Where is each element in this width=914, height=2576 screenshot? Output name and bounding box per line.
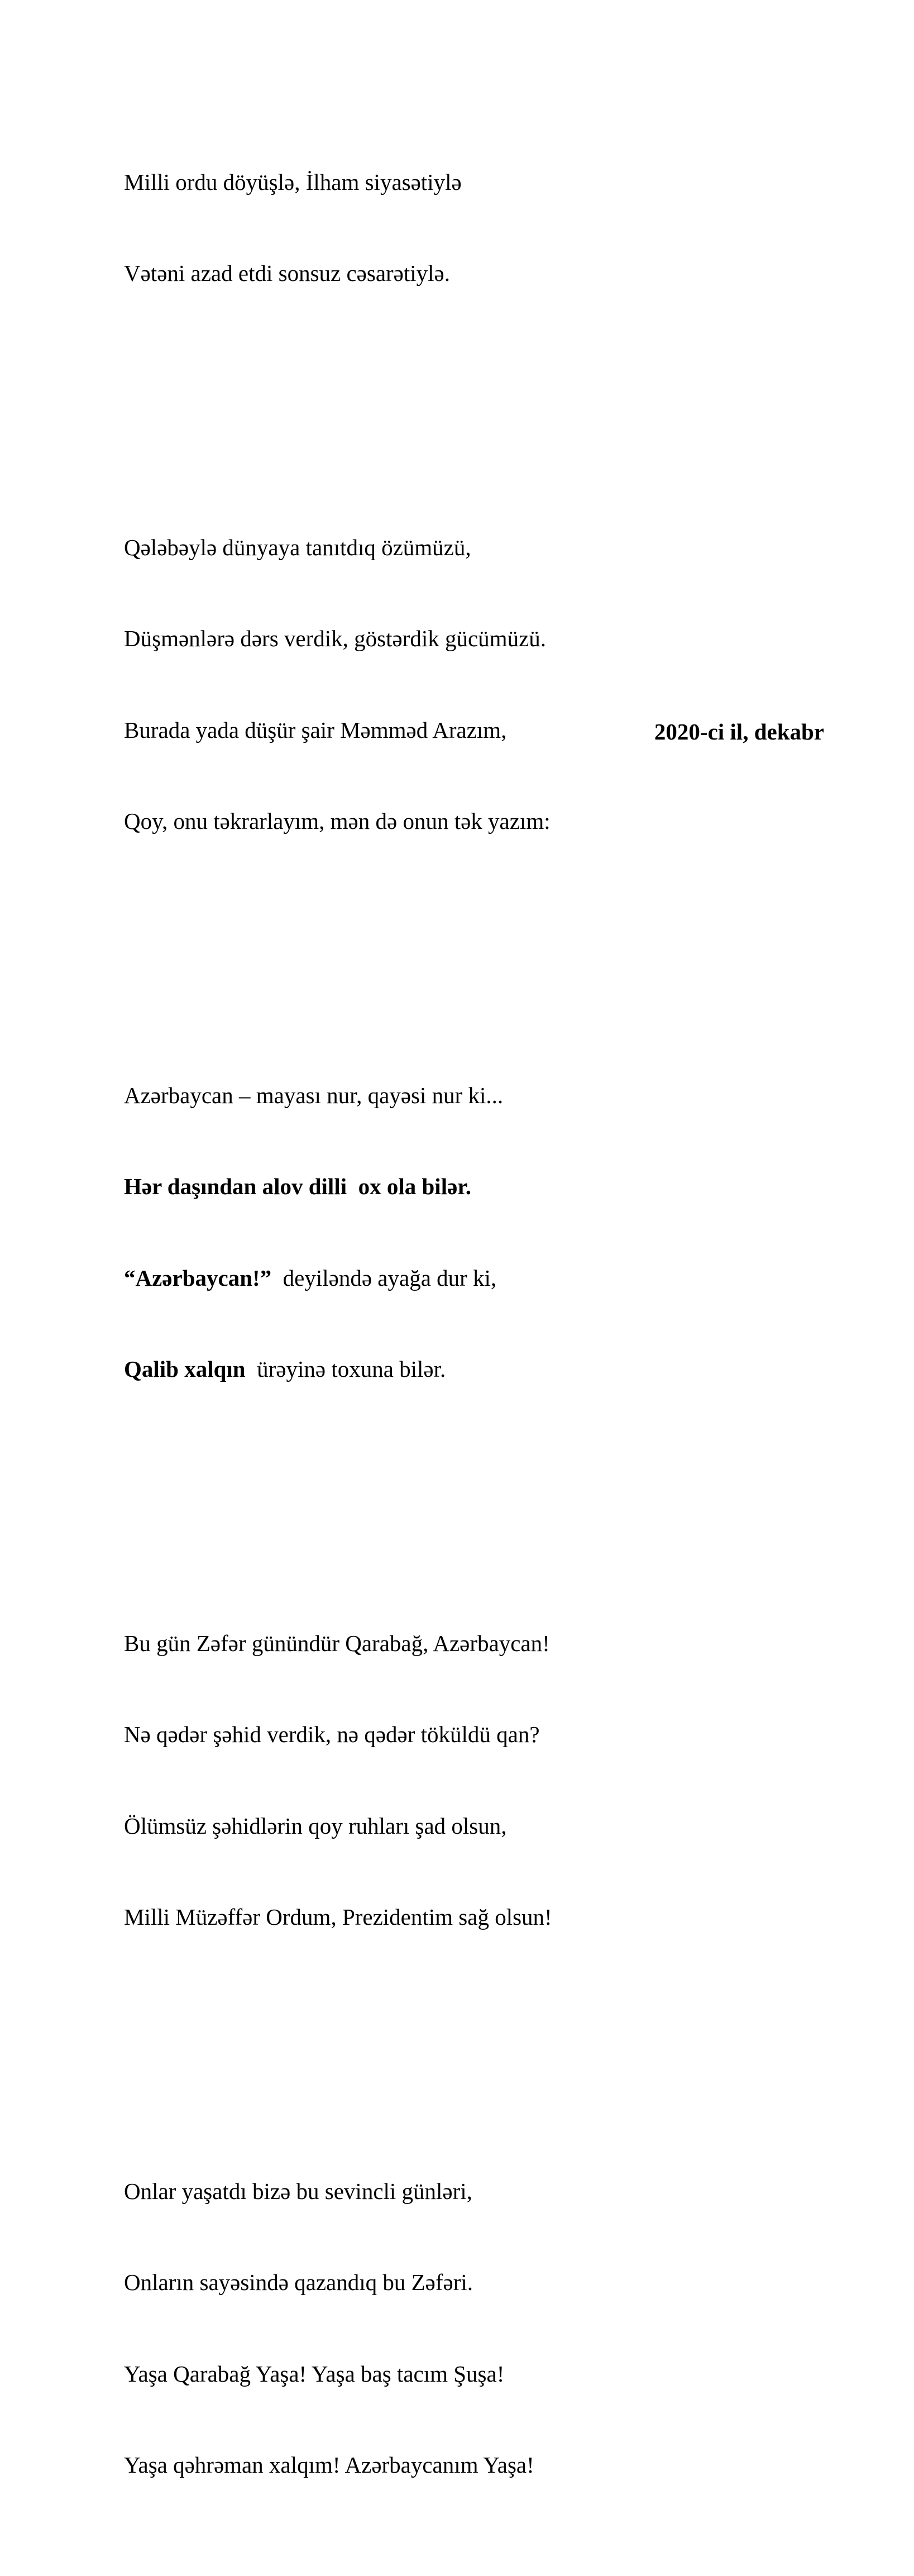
poem-line: Nə qədər şəhid verdik, nə qədər töküldü qan? [124, 1721, 540, 1747]
poem-line: Onlar yaşatdı bizə bu sevincli günləri, [124, 2178, 472, 2204]
poem-line: Ölümsüz şəhidlərin qoy ruhları şad olsun, [124, 1812, 507, 1839]
stanza-4 [124, 1567, 850, 1993]
bold-text: Qalib xalqın [124, 1356, 246, 1382]
poem-line: Vətəni azad etdi sonsuz cəsarətiylə. [124, 260, 450, 286]
poem-line [124, 1354, 850, 1385]
stanza-1 [124, 106, 850, 350]
poem-line: Qoy, onu təkrarlayım, mən də onun tək yazım: [124, 808, 551, 834]
poem-line: Bu gün Zəfər günündür Qarabağ, Azərbaycan! [124, 1630, 550, 1656]
poem [124, 15, 850, 2576]
stanza-2 [124, 471, 850, 898]
bold-text: Hər daşından alov dilli ox ola bilər. [124, 1173, 471, 1199]
poem-line: Qələbəylə dünyaya tanıtdıq özümüzü, [124, 534, 471, 560]
poem-line: Azərbaycan – mayası nur, qayəsi nur ki... [124, 1082, 504, 1108]
stanza-5 [124, 2115, 850, 2541]
poem-line: Milli Müzəffər Ordum, Prezidentim sağ olsun! [124, 1904, 552, 1930]
poem-line: Yaşa Qarabağ Yaşa! Yaşa baş tacım Şuşa! [124, 2360, 505, 2387]
poem-line [124, 1263, 850, 1294]
poem-line: Milli ordu döyüşlə, İlham siyasətiylə [124, 169, 462, 195]
regular-text: deyiləndə ayağa dur ki, [271, 1265, 497, 1291]
poem-line: Burada yada düşür şair Məmməd Arazım, [124, 717, 507, 743]
regular-text: ürəyinə toxuna bilər. [245, 1356, 446, 1382]
date-signature: 2020-ci il, dekabr [654, 719, 824, 745]
poem-line: Yaşa qəhrəman xalqım! Azərbaycanım Yaşa! [124, 2452, 534, 2478]
poem-line: Onların sayəsində qazandıq bu Zəfəri. [124, 2269, 473, 2295]
poem-line: Düşmənlərə dərs verdik, göstərdik gücümüzü. [124, 626, 547, 651]
bold-text: “Azərbaycan!” [124, 1265, 272, 1291]
poem-line-bold [124, 1171, 850, 1202]
stanza-3 [124, 1019, 850, 1446]
